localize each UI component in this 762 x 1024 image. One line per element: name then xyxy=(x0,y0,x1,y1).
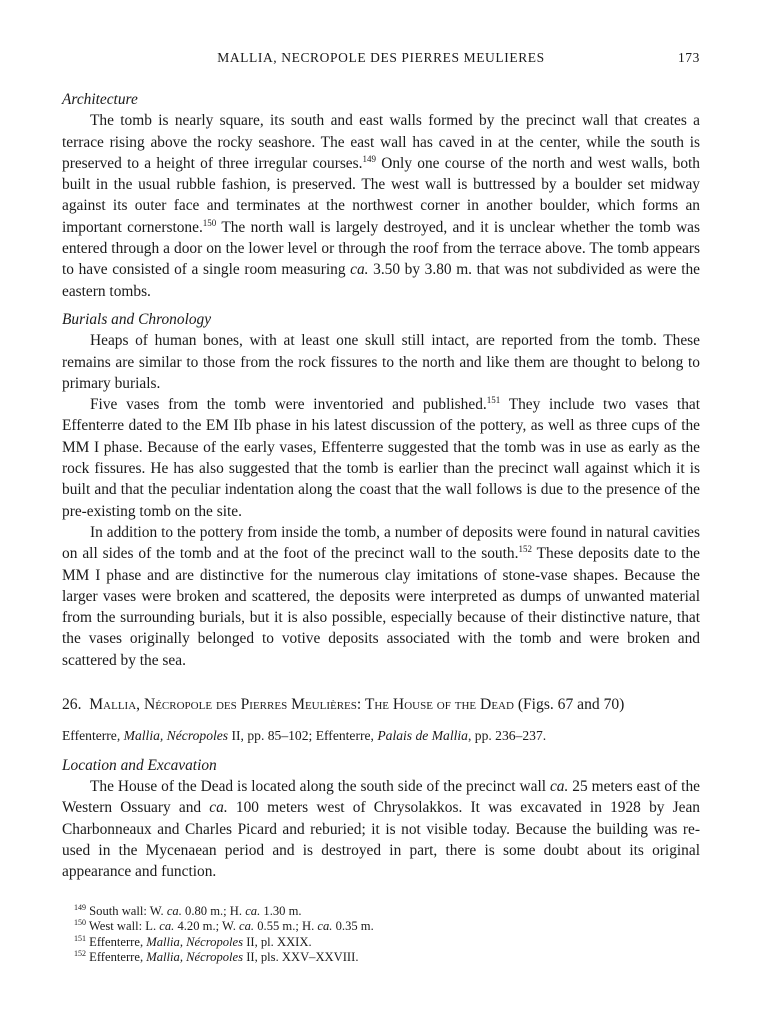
footnote-ref-152[interactable]: 152 xyxy=(518,544,532,555)
footnotes xyxy=(62,904,700,966)
paragraph-architecture: The tomb is nearly square, its south and east walls formed by the precinct wall that creates a terrace rising above the rocky seashore. The east wall has caved in at the center, while the south is preserved to a height of three irregular courses.$^{149}$ Only one course of the north and west walls, both built in the usual rubble fashion, is preserved. The west wall is buttressed by a boulder set midway against its outer face and terminates at the northwest corner in another boulder, which forms an important cornerstone.$^{150}$ The north wall is largely destroyed, and it is unclear whether the tomb was entered through a door on the lower level or through the roof from the terrace above. The tomb appears to have consisted of a single room measuring ca. 3.50 by 3.80 m. that was not subdivided as were the eastern tombs. xyxy=(62,112,700,300)
footnote-150: $^{150}$ West wall: L. ca. 4.20 m.; W. ca. 0.55 m.; H. ca. 0.35 m. xyxy=(74,918,374,934)
paragraph-burials-3: In addition to the pottery from inside the tomb, a number of deposits were found in natural cavities on all sides of the tomb and at the foot of the precinct wall to the south.$^{152}$ These deposits date to the MM I phase and are distinctive for the numerous clay imitations of stone-vase shapes. Because the larger vases were broken and scattered, the deposits were interpreted as dumps of unwanted material from the surrounding burials, but it is also possible, especially because of their distinctive nature, that the vases originally belonged to votive deposits associated with the tomb and were broken and scattered by the sea. xyxy=(62,523,700,669)
footnote-151: $^{151}$ Effenterre, Mallia, Nécropoles II, pl. XXIX. xyxy=(74,933,312,949)
section-heading-location: Location and Excavation xyxy=(62,756,217,774)
footnote-ref-151[interactable]: 151 xyxy=(486,395,501,406)
bibliography-line: Effenterre, Mallia, Nécropoles II, pp. 85–102; Effenterre, Palais de Mallia, pp. 236–237. xyxy=(62,728,547,744)
running-title: MALLIA, NECROPOLE DES PIERRES MEULIERES xyxy=(217,50,545,65)
paragraph-burials-2: Five vases from the tomb were inventoried and published.$^{151}$ They include two vases that Effenterre dated to the EM IIb phase in his latest discussion of the pottery, as well as three cups of the MM I phase. Because of the early vases, Effenterre suggested that the tomb was in use as early as the rock fissures. He has also suggested that the tomb is earlier than the precinct wall against which it is built and that the peculiar indentation along the coast that the wall follows is due to the presence of the pre-existing tomb on the site. xyxy=(62,395,701,520)
paragraph-location: The House of the Dead is located along the south side of the precinct wall ca. 25 meters east of the Western Ossuary and ca. 100 meters west of Chrysolakkos. It was excavated in 1928 by Jean Charbonneaux and Charles Picard and reburied; it is not visible today. Because the building was re-used in the Mycenaean period and is destroyed in part, there is some doubt about its original appearance and function. xyxy=(62,777,701,881)
entry-figure-refs: (Figs. 67 and 70) xyxy=(513,696,625,714)
footnote-ref-149[interactable]: 149 xyxy=(362,153,376,164)
footnote-149: $^{149}$ South wall: W. ca. 0.80 m.; H. ca. 1.30 m. xyxy=(74,903,302,918)
footnote-ref-150[interactable]: 150 xyxy=(202,217,217,228)
entry-title: Mallia, Nécropole des Pierres Meulières: The House of the Dead xyxy=(89,696,514,714)
section-heading-architecture: Architecture xyxy=(62,91,138,108)
body-text xyxy=(62,89,700,882)
document-page xyxy=(62,0,700,1024)
catalog-entry-heading xyxy=(62,694,700,715)
running-head xyxy=(62,47,700,67)
entry-number: 26. xyxy=(62,696,82,714)
paragraph-burials-1: Heaps of human bones, with at least one skull still intact, are reported from the tomb. These remains are similar to those from the rock fissures to the north and like them are thought to belong to primary burials. xyxy=(62,332,700,392)
section-heading-burials: Burials and Chronology xyxy=(62,310,212,328)
page-number: 173 xyxy=(677,50,700,65)
footnote-152: $^{152}$ Effenterre, Mallia, Nécropoles II, pls. XXV–XXVIII. xyxy=(74,949,359,965)
